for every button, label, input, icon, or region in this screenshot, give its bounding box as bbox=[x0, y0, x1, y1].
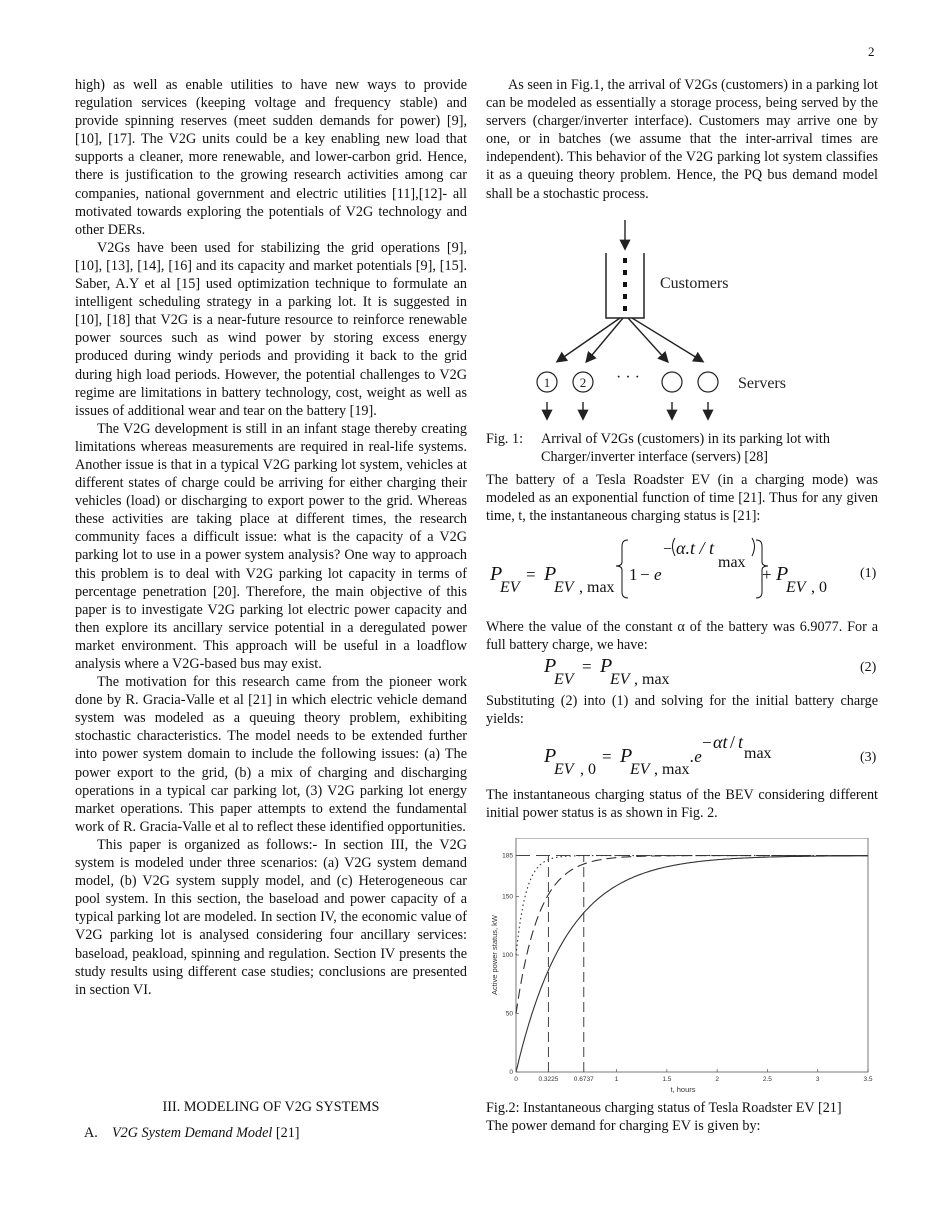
paragraph-battery: The battery of a Tesla Roadster EV (in a charging mode) was modeled as an exponential function of time [21]. Thus for any given time, t, the instantaneous charging status is [21]: bbox=[486, 472, 878, 525]
charging-status-chart bbox=[488, 838, 878, 1100]
svg-text:−: − bbox=[702, 733, 712, 752]
equation-number: (3) bbox=[860, 750, 877, 765]
left-column bbox=[75, 76, 467, 999]
svg-text:.e: .e bbox=[690, 747, 702, 766]
svg-text:=: = bbox=[526, 565, 536, 584]
queue-diagram bbox=[520, 218, 820, 428]
svg-text:P: P bbox=[490, 563, 503, 585]
y-tick-label: 50 bbox=[505, 1010, 513, 1018]
server-circle bbox=[662, 372, 682, 392]
paragraph-instantaneous: The instantaneous charging status of the BEV considering different initial power status is as shown in Fig. 2. bbox=[486, 787, 878, 822]
svg-text:, max: , max bbox=[634, 671, 670, 688]
svg-text:EV: EV bbox=[610, 671, 630, 688]
svg-text:+: + bbox=[762, 565, 772, 584]
fig2-caption bbox=[486, 1099, 886, 1135]
equation-2 bbox=[540, 654, 740, 690]
queue-dots bbox=[623, 258, 627, 311]
svg-text:P: P bbox=[544, 655, 557, 677]
x-tick-label: 1 bbox=[614, 1076, 619, 1083]
equation-3 bbox=[540, 730, 800, 780]
servers-label: Servers bbox=[738, 375, 786, 392]
dispatch-arrow bbox=[558, 318, 620, 361]
subsection-title: V2G System Demand Model bbox=[111, 1125, 273, 1141]
svg-text:, 0: , 0 bbox=[580, 761, 596, 778]
svg-text:1: 1 bbox=[629, 565, 638, 584]
fig2-caption-text: Fig.2: Instantaneous charging status of Tesla Roadster EV [21] bbox=[486, 1100, 842, 1116]
series-line bbox=[516, 856, 868, 955]
y-tick-label: 0 bbox=[509, 1069, 513, 1076]
paragraph: As seen in Fig.1, the arrival of V2Gs (customers) in a parking lot can be modeled as essentially a storage process, being served by the servers (charger/inverter interface). Customers may arrive one by one, or in batches (we assume that the inter-arrival times are independent). This behavior of the V2G parking lot system classifies it as a queuing theory problem. Hence, the PQ bus demand model shall be a stochastic process. bbox=[486, 77, 878, 202]
svg-text:EV: EV bbox=[554, 671, 574, 688]
servers-ellipsis: · · · bbox=[616, 369, 640, 386]
svg-text:P: P bbox=[544, 563, 557, 585]
svg-text:EV: EV bbox=[500, 579, 520, 596]
x-tick-label: 3.5 bbox=[863, 1076, 873, 1083]
fig1-caption-line2: Charger/inverter interface (servers) [28] bbox=[541, 449, 769, 465]
svg-text:EV: EV bbox=[786, 579, 806, 596]
fig1-caption-line1: Arrival of V2Gs (customers) in its parking lot with bbox=[541, 431, 830, 447]
y-tick-label: 185 bbox=[502, 852, 513, 860]
svg-text:α.t / t: α.t / t bbox=[676, 538, 714, 558]
svg-text:EV: EV bbox=[554, 579, 574, 596]
svg-text:=: = bbox=[582, 657, 592, 676]
x-tick-label: 0 bbox=[514, 1076, 518, 1083]
svg-text:e: e bbox=[654, 565, 662, 584]
fig1-caption bbox=[486, 430, 878, 466]
svg-text:t: t bbox=[738, 732, 744, 752]
svg-text:P: P bbox=[620, 745, 633, 767]
subsection-letter: A. bbox=[84, 1125, 98, 1141]
svg-text:−: − bbox=[663, 541, 673, 558]
svg-text:max: max bbox=[718, 554, 746, 571]
customers-label: Customers bbox=[660, 275, 729, 292]
y-tick-label: 150 bbox=[502, 893, 513, 901]
paragraph: The motivation for this research came from the pioneer work done by R. Gracia-Valle et al [21] in which electric vehicle demand system was modeled as a queuing theory problem, exhibiting stochastic characteristics. The model needs to be extended further into power system domain to include the following issues: (a) The power export to the grid, (b) a mix of charging and discharging operations in a typical car parking lot, (3) V2G parking lot energy market operations. This paper attempts to extend the fundamental work of R. Gracia-Valle et al to reflect these identified opportunities. bbox=[75, 674, 467, 835]
paragraph: high) as well as enable utilities to have new ways to provide regulation services (keeping voltage and frequency stable) and provide spinning reserves (meet sudden demands for power) [9], [10], [17]. The V2G units could be a key enabling new load that supports a cleaner, more renewable, and lower-carbon grid. Hence, there is justification to the growing research activities among car companies, national government and electric utilities [11],[12]- all motivated towards exploring the potentials of V2G technology and other DERs. bbox=[75, 77, 467, 238]
section-heading: III. MODELING OF V2G SYSTEMS bbox=[162, 1099, 380, 1115]
paragraph: This paper is organized as follows:- In section III, the V2G system is modeled under three scenarios: (a) V2G system demand model, (b) V2G system supply model, and (c) Heterogeneous car pool system. In this section, the baseload and power capacity of a typical parking lot are modeled. In section IV, the economic value of V2G parking lot is analysed considering four ancillary services: baseload, peakload, spinning and regulation. Section IV presents the study results using different case studies; conclusions are presented in section VI. bbox=[75, 836, 467, 998]
svg-text:max: max bbox=[744, 745, 772, 762]
svg-text:P: P bbox=[776, 563, 789, 585]
paragraph-alpha: Where the value of the constant α of the battery was 6.9077. For a full battery charge, we have: bbox=[486, 619, 878, 654]
server-label: 2 bbox=[579, 375, 587, 390]
svg-text:EV: EV bbox=[554, 761, 574, 778]
svg-text:P: P bbox=[600, 655, 613, 677]
dispatch-arrow bbox=[632, 318, 702, 361]
equation-1 bbox=[486, 532, 878, 612]
svg-text:, max: , max bbox=[654, 761, 690, 778]
equation-number: (2) bbox=[860, 660, 877, 675]
series-line bbox=[516, 856, 868, 1072]
x-tick-label: 2 bbox=[715, 1076, 719, 1083]
dispatch-arrow bbox=[587, 318, 623, 361]
svg-text:=: = bbox=[602, 747, 612, 766]
svg-text:αt: αt bbox=[713, 732, 728, 752]
x-tick-label: 2.5 bbox=[762, 1076, 772, 1083]
svg-text:, max: , max bbox=[579, 579, 615, 596]
page-number: 2 bbox=[868, 44, 875, 59]
y-tick-label: 100 bbox=[502, 952, 513, 959]
y-axis-label: Active power status, kW bbox=[490, 914, 499, 996]
svg-text:, 0: , 0 bbox=[811, 579, 827, 596]
fig1-caption-label: Fig. 1: bbox=[486, 431, 524, 447]
paragraph-substituting: Substituting (2) into (1) and solving for the initial battery charge yields: bbox=[486, 693, 878, 728]
paragraph: The V2G development is still in an infant stage thereby creating limitations whereas measurements are required in real-life systems. Another issue is that in a typical V2G parking lot system, vehicles at different states of charge could be arriving for either charging their vehicles (load) or discharging to export power to the grid. Whereas these activities are taking place at different times, the research community faces a difficult issue: what is the capacity of a V2G parking lot to use in a power system analysis? One way to approach this problem is to deal with V2G parking lot capacity in terms of percentage penetration [20]. Therefore, the main objective of this paper is to investigate V2G parking lot electric power capacity and then explore its ancillary service potential in a deregulated power market environment. This approach will be useful in a loadflow analysis where a V2G-based bus may exist. bbox=[75, 420, 467, 672]
server-circle bbox=[698, 372, 718, 392]
x-tick-label: 3 bbox=[815, 1076, 820, 1083]
x-axis-label: t, hours bbox=[670, 1085, 696, 1094]
paragraph-power-demand: The power demand for charging EV is given by: bbox=[486, 1118, 761, 1134]
paragraph: V2Gs have been used for stabilizing the grid operations [9], [10], [13], [14], [16] and its capacity and market potentials [9], [15]. Saber, A.Y et al [15] used optimization technique to formulate an intelligent scheduling strategy in a parking lot. It is suggested in [10], [18] that V2G is a near-future resource to reinforce renewable power sources such as wind power by storing excess energy produced during windy periods and providing it back to the grid during high load periods. However, the potential challenges to V2G regime are limitations in battery technology, cost, weight as well as issues of additional wear and tear on the battery [19]. bbox=[75, 239, 467, 419]
chart-frame bbox=[516, 838, 868, 1072]
x-tick-label: 0.3225 bbox=[538, 1076, 559, 1083]
subsection-ref: [21] bbox=[275, 1125, 300, 1141]
subsection-heading bbox=[84, 1125, 300, 1142]
svg-text:P: P bbox=[544, 745, 557, 767]
svg-text:/: / bbox=[730, 732, 736, 752]
right-column-intro bbox=[486, 76, 878, 203]
svg-text:−: − bbox=[640, 565, 650, 584]
series-line bbox=[516, 856, 868, 1014]
x-tick-label: 1.5 bbox=[662, 1076, 672, 1083]
equation-number: (1) bbox=[860, 566, 877, 581]
server-label: 1 bbox=[543, 375, 551, 390]
dispatch-arrow bbox=[628, 318, 667, 361]
x-tick-label: 0.6737 bbox=[573, 1076, 594, 1083]
svg-text:EV: EV bbox=[630, 761, 650, 778]
